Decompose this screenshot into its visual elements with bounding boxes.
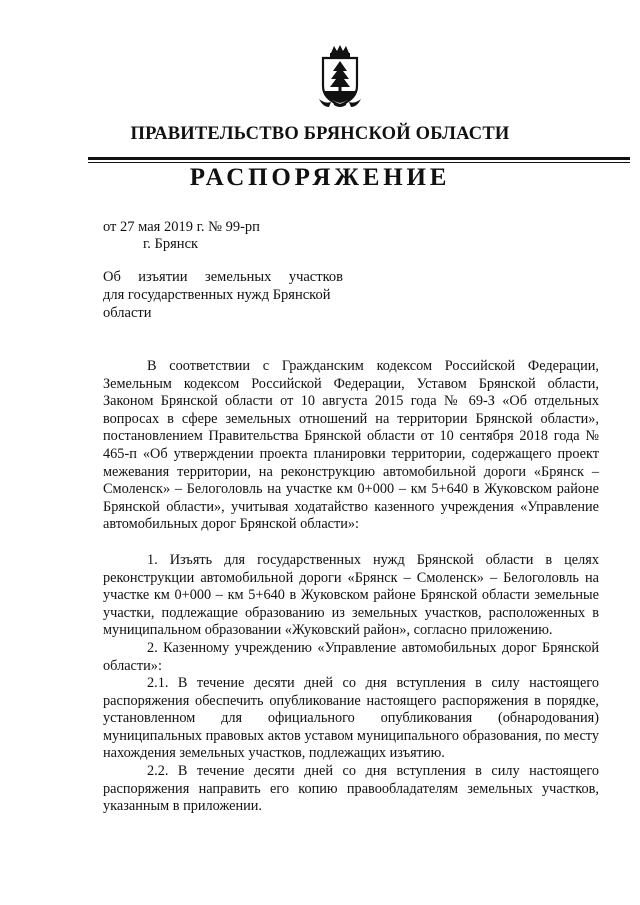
item-2-paragraph: 2. Казенному учреждению «Управление автомобильных дорог Брянской области»: <box>103 639 599 674</box>
header-rule-thin <box>88 162 630 163</box>
bryansk-coat-of-arms-icon <box>311 44 369 110</box>
emblem-graphic <box>311 44 369 110</box>
subject-word: изъятии <box>138 269 188 285</box>
item-2-1-paragraph: 2.1. В течение десяти дней со дня вступления в силу настоящего распоряжения обеспечить опубликование настоящего распоряжения в порядке, установленном для официального опубликования (обнародования) муниципальных правовых актов уставом муниципального образования, по месту нахождения земельных участков, подлежащих изъятию. <box>103 675 599 762</box>
document-type-title: РАСПОРЯЖЕНИЕ <box>189 164 451 191</box>
subject-word: Об <box>103 269 121 285</box>
document-body <box>103 358 599 816</box>
subject-line-2: для государственных нужд Брянской <box>103 287 331 303</box>
subject-line-1 <box>103 268 343 286</box>
item-2-2-paragraph: 2.2. В течение десяти дней со дня вступления в силу настоящего распоряжения направить его копию правообладателям земельных участков, указанным в приложении. <box>103 763 599 815</box>
document-meta <box>103 219 260 253</box>
document-subject <box>103 268 343 322</box>
subject-word: земельных <box>205 269 272 285</box>
subject-line-3: области <box>103 305 152 321</box>
header-rule-thick <box>88 157 630 160</box>
subject-word: участков <box>288 269 343 285</box>
issue-place: г. Брянск <box>143 236 199 252</box>
item-1-paragraph: 1. Изъять для государственных нужд Брянской области в целях реконструкции автомобильной дороги «Брянск – Смоленск» – Белоголовль на участке км 0+000 – км 5+640 в Жуковском районе Брянской области земельные участки, подлежащие образованию из земельных участков, расположенных в муниципальном образовании «Жуковский район», согласно приложению. <box>103 551 599 639</box>
date-number-line: от 27 мая 2019 г. № 99-рп <box>103 219 260 235</box>
preamble-paragraph: В соответствии с Гражданским кодексом Российской Федерации, Земельным кодексом Российской Федерации, Уставом Брянской области, Законом Брянской области от 10 августа 2015 года № 69-З «Об отдельных вопросах в сфере земельных отношений на территории Брянской области», постановлением Правительства Брянской области от 10 сентября 2018 года № 465-п «Об утверждении проекта планировки территории, содержащего проект межевания территории, на реконструкцию автомобильной дороги «Брянск – Смоленск» – Белоголовль на участке км 0+000 – км 5+640 в Жуковском районе Брянской области», учитывая ходатайство казенного учреждения «Управление автомобильных дорог Брянской области»: <box>103 358 599 533</box>
government-title: ПРАВИТЕЛЬСТВО БРЯНСКОЙ ОБЛАСТИ <box>130 124 510 144</box>
